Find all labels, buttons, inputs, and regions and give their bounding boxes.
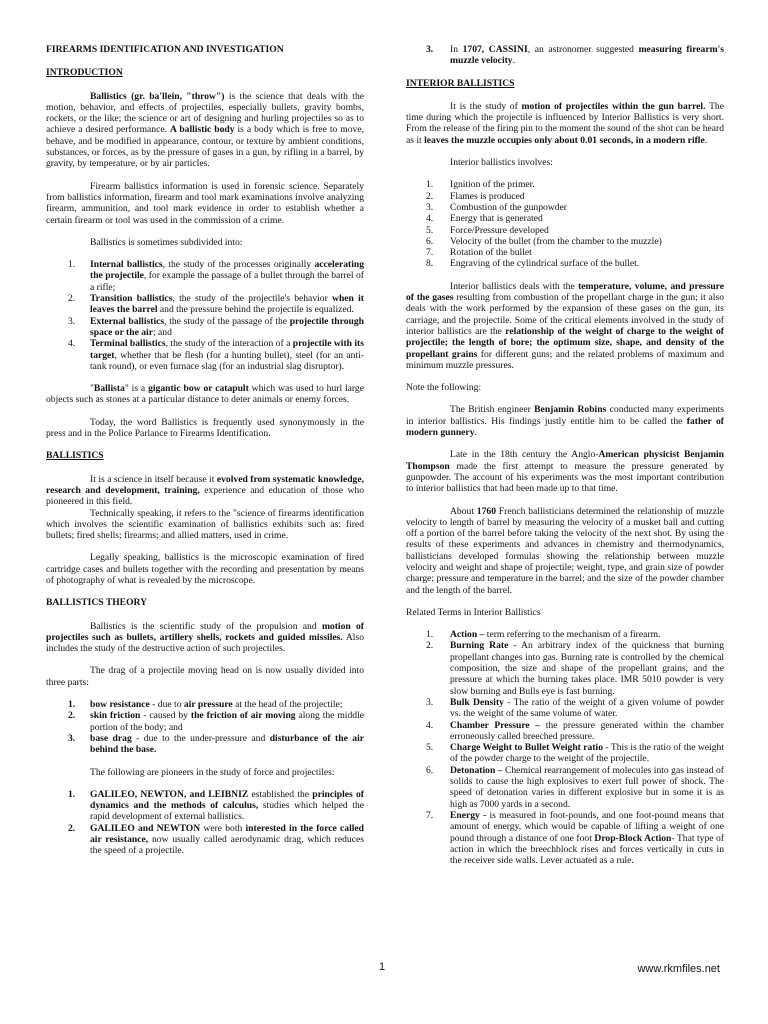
list-item <box>406 629 724 640</box>
text-run: , the study of the passage of the <box>164 315 290 327</box>
list-number: 5. <box>426 742 434 754</box>
list-number: 3. <box>68 732 76 744</box>
text-run: Energy - <box>450 809 487 821</box>
list-number: 1. <box>68 259 76 271</box>
legally-paragraph: Legally speaking, ballistics is the microscopic examination of fired cartridge cases and bullets together with the recording and presentation by means of photography of what is revealed by the microscope. <box>46 552 364 586</box>
text-run: at the head of the projectile; <box>232 699 343 711</box>
text-run: It is the study of <box>450 100 522 112</box>
intro-paragraph <box>46 91 364 170</box>
list-text <box>90 259 364 293</box>
theory-paragraph <box>46 621 364 655</box>
text-run: It is a science in itself because it <box>90 473 217 485</box>
list-number: 3. <box>426 201 434 213</box>
list-item <box>406 236 724 247</box>
list-text <box>450 810 724 866</box>
text-run: Chemical rearrangement of molecules into gas instead of solids to cause the high explosives to exert full power of shock. The speed of detonation varies in different explosive but in some it is as high as 7000 yards in a second. <box>450 764 724 810</box>
list-number: 4. <box>426 213 434 225</box>
text-run: when it leaves the barrel <box>90 293 364 316</box>
forensic-paragraph: Firearm ballistics information is used in forensic science. Separately from ballistics information, firearm and tool mark examinations involve analyzing firearm, ammunition, and tool mark evidence in order to establish whether a certain firearm or tool was used in the commission of a crime. <box>46 180 364 226</box>
text-run: About <box>450 505 477 517</box>
list-number: 4. <box>68 338 76 350</box>
text-run: French ballisticians determined the relationship of muzzle velocity to length of barrel by measuring the velocity of a musket ball and cutting off a portion of the barrel before taking the velocity of the next shot. By using the results of these experiments and advances in chemistry and thermodynamics, ballisticians developed formulas showing the relationship between muzzle velocity and weight and shape of projectile; weight, type, and grain size of powder charge; pressure and temperature in the barrel; and the size of the powder chamber and the length of the barrel. <box>406 505 724 596</box>
list-text <box>450 44 724 67</box>
list-number: 2. <box>68 293 76 305</box>
text-run: ; and <box>152 326 172 338</box>
text-run: conducted many experiments in interior ballistics. His findings justly entitle him to be called the <box>406 404 725 427</box>
text-run: GALILEO, NEWTON, and LEIBNIZ <box>90 788 249 800</box>
list-item <box>46 823 364 857</box>
text-run: temperature, volume, and pressure of the gases <box>406 280 724 304</box>
text-run: - due to <box>149 699 184 711</box>
text-run: Terminal ballistics <box>90 338 166 350</box>
list-text: Flames is produced <box>450 190 525 202</box>
text-run: the friction of air moving <box>190 710 296 722</box>
text-run: Bulk Density <box>450 696 504 708</box>
list-item <box>46 293 364 316</box>
text-run: Late in the 18th century the Anglo- <box>450 449 599 461</box>
text-run: evolved from systematic knowledge, research and development, training, <box>46 473 365 496</box>
text-run: Action – <box>450 629 485 641</box>
list-text: Velocity of the bullet (from the chamber to the muzzle) <box>450 235 662 247</box>
list-number: 4. <box>426 719 434 731</box>
list-number: 1. <box>426 629 434 641</box>
note-paragraph: Note the following: <box>406 382 482 394</box>
list-item <box>46 789 364 823</box>
text-run: 1760 <box>476 505 496 517</box>
text-run: established the <box>248 788 313 800</box>
list-text <box>90 789 364 823</box>
list-number: 7. <box>426 809 434 821</box>
text-run: " <box>90 383 94 395</box>
list-item <box>406 202 724 213</box>
text-run: accelerating the projectile <box>90 259 364 282</box>
text-run: Burning Rate <box>450 640 509 652</box>
list-number: 7. <box>426 247 434 259</box>
list-text <box>90 699 364 710</box>
list-text <box>450 765 724 810</box>
list-text <box>90 293 364 316</box>
thompson-paragraph <box>406 449 724 494</box>
text-run: resulting from combustion of the propellant charge in the gun; it also deals with the work performed by the expansion of these gases on the gun, its carriage, and the projectile. Some of the critical elements involved in the study of interior ballistics are the <box>406 292 724 337</box>
text-run: , the study of the interaction of a <box>165 338 293 350</box>
list-text <box>90 338 364 372</box>
text-run: is the science that deals with the motion, behavior, and effects of projectiles, especially bullets, gravity bombs, rockets, or the like; the science or art of designing and hurling projectiles so as to achieve a desired performance. <box>46 90 364 136</box>
text-run: made the first attempt to measure the pressure generated by gunpowder. The account of his experiments was the most important contribution to interior ballistics that had been made up to that time. <box>406 460 724 495</box>
text-run: Transition ballistics <box>90 293 173 305</box>
text-run: air pressure <box>183 699 233 711</box>
text-run: GALILEO and NEWTON <box>90 822 201 834</box>
text-run: the pressure generated within the chamber erroneously called breeched pressure. <box>450 719 724 742</box>
left-column <box>46 44 364 857</box>
list-item <box>406 258 724 269</box>
deals-paragraph <box>406 281 724 371</box>
text-run: is measured in foot-pounds, and one foot-pound means that amount of energy, which would be capable of lifting a weight of one pound through a distance of one foot <box>450 809 724 844</box>
text-run: relationship of the weight of charge to the weight of projectile; the length of bore; the optimum size, shape, and density of the propellant grains <box>406 325 725 360</box>
list-number: 6. <box>426 235 434 247</box>
text-run: - An arbitrary index of the quickness that burning propellant changes into gas. Burning rate is controlled by the chemical composition, the size and shape of the propellant grains, and the pressure at which the burning takes place. IMR 5010 powder is very slow burning and Bulls eye is fast burning. <box>450 640 724 697</box>
list-text <box>90 710 364 733</box>
list-text: Ignition of the primer. <box>450 179 535 191</box>
text-run: Drop-Block Action <box>594 832 672 844</box>
list-number: 3. <box>426 44 434 55</box>
text-run: , whether that be flesh (for a hunting bullet), steel (for an anti-tank round), or even furnace slag (for an industrial slag disruptor). <box>90 349 364 372</box>
text-run: - due to the under-pressure and <box>131 732 270 744</box>
ballista-paragraph <box>46 383 364 406</box>
related-terms-paragraph: Related Terms in Interior Ballistics <box>406 606 541 618</box>
list-number: 1. <box>68 699 76 711</box>
text-run: Interior ballistics deals with the <box>450 280 579 292</box>
text-run: , the study of the processes originally <box>162 259 315 271</box>
text-run: for different guns; and the related problems of maximum and minimum muzzle pressures. <box>406 348 724 371</box>
text-run: Detonation – <box>450 764 503 776</box>
list-item <box>46 338 364 372</box>
text-run: The time during which the projectile is influenced by Interior Ballistics is very short. From the release of the firing pin to the moment the sound of the shot can be heard as it <box>406 100 724 146</box>
pioneer-3 <box>406 44 724 67</box>
text-run: " is a <box>124 383 149 395</box>
text-run: projectile through space or the air <box>90 315 364 338</box>
text-run: and the pressure behind the projectile is equalized. <box>157 304 354 316</box>
text-run: bow resistance <box>90 699 150 711</box>
pioneers-paragraph: The following are pioneers in the study of force and projectiles: <box>90 766 335 778</box>
today-paragraph: Today, the word Ballistics is frequently used synonymously in the press and in the Police Parlance to Firearms Identification. <box>46 416 364 440</box>
text-run: motion of projectiles within the gun barrel. <box>521 100 706 112</box>
text-run: which was used to hurl large objects such as stones at a particular distance to deter animals or enemy forces. <box>46 383 364 406</box>
list-number: 1. <box>426 179 434 191</box>
text-run: principles of dynamics and the methods of calculus, <box>90 788 364 812</box>
text-run: In <box>450 44 463 55</box>
list-text <box>450 742 724 765</box>
robins-paragraph <box>406 404 724 438</box>
text-run: Benjamin Robins <box>534 404 607 416</box>
technically-paragraph: Technically speaking, it refers to the "science of firearms identification which involves the scientific examination of ballistics exhibits such as: fired bullets; fired shells; firearms; and allied matters, used in crime. <box>46 507 364 542</box>
list-item <box>406 765 724 810</box>
list-item <box>406 225 724 236</box>
list-item <box>406 640 724 696</box>
text-run: projectile with its target <box>90 338 364 361</box>
list-text <box>450 720 724 743</box>
list-number: 8. <box>426 258 434 270</box>
footer-url: www.rkmfiles.net <box>637 963 720 975</box>
page-number: 1 <box>379 961 386 973</box>
list-item <box>406 191 724 202</box>
text-run: - The ratio of the weight of a given volume of powder vs. the weight of the same volume of water. <box>450 696 724 720</box>
text-run: , an astronomer suggested <box>527 44 639 55</box>
interior-paragraph <box>406 101 724 146</box>
list-item <box>406 44 724 67</box>
list-text <box>90 823 364 857</box>
list-item <box>46 710 364 733</box>
list-text <box>450 640 724 696</box>
interior-ballistics-heading: INTERIOR BALLISTICS <box>406 77 515 89</box>
text-run: - caused by <box>140 710 191 722</box>
list-number: 2. <box>68 822 76 834</box>
text-run: Ballistics (gr. ba'llein, "throw") <box>90 90 225 102</box>
text-run: now usually called aerodynamic drag, which reduces the speed of a projectile. <box>90 834 364 857</box>
text-run: Ballista <box>93 383 125 395</box>
text-run: disturbance of the air behind the base. <box>90 732 364 756</box>
list-number: 2. <box>426 190 434 202</box>
terms-list <box>406 629 724 866</box>
list-text <box>450 629 724 640</box>
list-item <box>46 316 364 339</box>
list-number: 1. <box>68 788 76 800</box>
pioneers-list <box>46 789 364 857</box>
text-run: were both <box>200 822 246 834</box>
text-run: experience and education of those who pioneered in this field. <box>46 484 364 508</box>
text-run: Also includes the study of the destructive action of such projectiles. <box>46 631 364 655</box>
list-text: Engraving of the cylindrical surface of the bullet. <box>450 258 640 270</box>
list-text: Rotation of the bullet <box>450 247 532 259</box>
text-run: - This is the ratio of the weight of the powder charge to the weight of the projectile. <box>450 742 724 765</box>
text-run: - That type of action in which the breechblock rises and forces vertically in cuts in the receiver side walls. Lever actuated as a rule. <box>450 832 725 867</box>
involves-paragraph: Interior ballistics involves: <box>450 157 553 169</box>
list-text: Force/Pressure developed <box>450 224 549 236</box>
document-title: FIREARMS IDENTIFICATION AND INVESTIGATION <box>46 44 284 55</box>
ballistics-heading: BALLISTICS <box>46 450 104 462</box>
subdivided-paragraph: Ballistics is sometimes subdivided into: <box>90 236 243 248</box>
list-number: 3. <box>68 315 76 327</box>
list-number: 2. <box>426 640 434 652</box>
list-item <box>406 213 724 224</box>
list-item <box>406 179 724 190</box>
list-number: 2. <box>68 710 76 722</box>
list-number: 5. <box>426 224 434 236</box>
list-item <box>406 742 724 765</box>
list-item <box>46 259 364 293</box>
text-run: interested in the force called air resistance, <box>90 822 364 846</box>
list-item <box>406 720 724 743</box>
text-run: , for example the passage of a bullet through the barrel of a rifle; <box>90 270 364 293</box>
text-run: studies which helped the rapid development of external ballistics. <box>90 800 365 823</box>
list-item <box>406 697 724 720</box>
list-number: 3. <box>426 696 434 708</box>
text-run: . <box>704 134 708 146</box>
list-item <box>46 699 364 710</box>
subdivision-list <box>46 259 364 372</box>
text-run: along the middle portion of the body; and <box>90 710 364 733</box>
list-text <box>90 733 364 756</box>
drag-list <box>46 699 364 755</box>
french-paragraph <box>406 506 724 596</box>
list-item <box>406 247 724 258</box>
list-number: 6. <box>426 764 434 776</box>
text-run: leaves the muzzle occupies only about 0.01 seconds, in a modern rifle <box>424 134 705 146</box>
text-run: A ballistic body <box>169 124 235 136</box>
text-run: skin friction <box>90 710 141 722</box>
list-item <box>406 810 724 866</box>
list-text: Combustion of the gunpowder <box>450 201 567 213</box>
text-run: External ballistics <box>90 315 165 327</box>
involves-list <box>406 179 724 269</box>
text-run: 1707, CASSINI <box>462 44 528 55</box>
science-paragraph <box>46 474 364 508</box>
text-run: , the study of the projectile's behavior <box>172 293 333 305</box>
text-run: is a body which is free to move, behave, and be modified in appearance, contour, or texture by ambient conditions, substances, or forces, as by the pressure of gases in a gun, by rifling in a barrel, by gravity, by temperature, or by air particles. <box>46 124 364 170</box>
text-run: measuring firearm's muzzle velocity <box>450 44 724 67</box>
text-run: Charge Weight to Bullet Weight ratio <box>450 742 603 754</box>
text-run: Chamber Pressure – <box>450 719 541 731</box>
drag-paragraph: The drag of a projectile moving head on is now usually divided into three parts: <box>46 665 364 688</box>
text-run: Ballistics is the scientific study of the propulsion and <box>90 620 322 632</box>
list-text: Energy that is generated <box>450 213 543 225</box>
introduction-heading: INTRODUCTION <box>46 67 123 79</box>
text-run: base drag <box>90 732 132 744</box>
list-text <box>450 697 724 720</box>
list-text <box>90 316 364 339</box>
text-run: term referring to the mechanism of a firearm. <box>484 629 661 641</box>
text-run: father of modern gunnery <box>406 415 724 439</box>
text-run: motion of projectiles such as bullets, artillery shells, rockets and guided missiles. <box>46 620 364 643</box>
ballistics-theory-heading: BALLISTICS THEORY <box>46 597 148 609</box>
text-run: . <box>512 55 516 67</box>
right-column <box>406 44 724 866</box>
text-run: Internal ballistics <box>90 259 163 271</box>
text-run: . <box>474 427 477 439</box>
text-run: American physicist Benjamin Thompson <box>406 449 724 472</box>
list-item <box>46 733 364 756</box>
text-run: The British engineer <box>450 404 535 416</box>
text-run: gigantic bow or catapult <box>148 383 249 395</box>
